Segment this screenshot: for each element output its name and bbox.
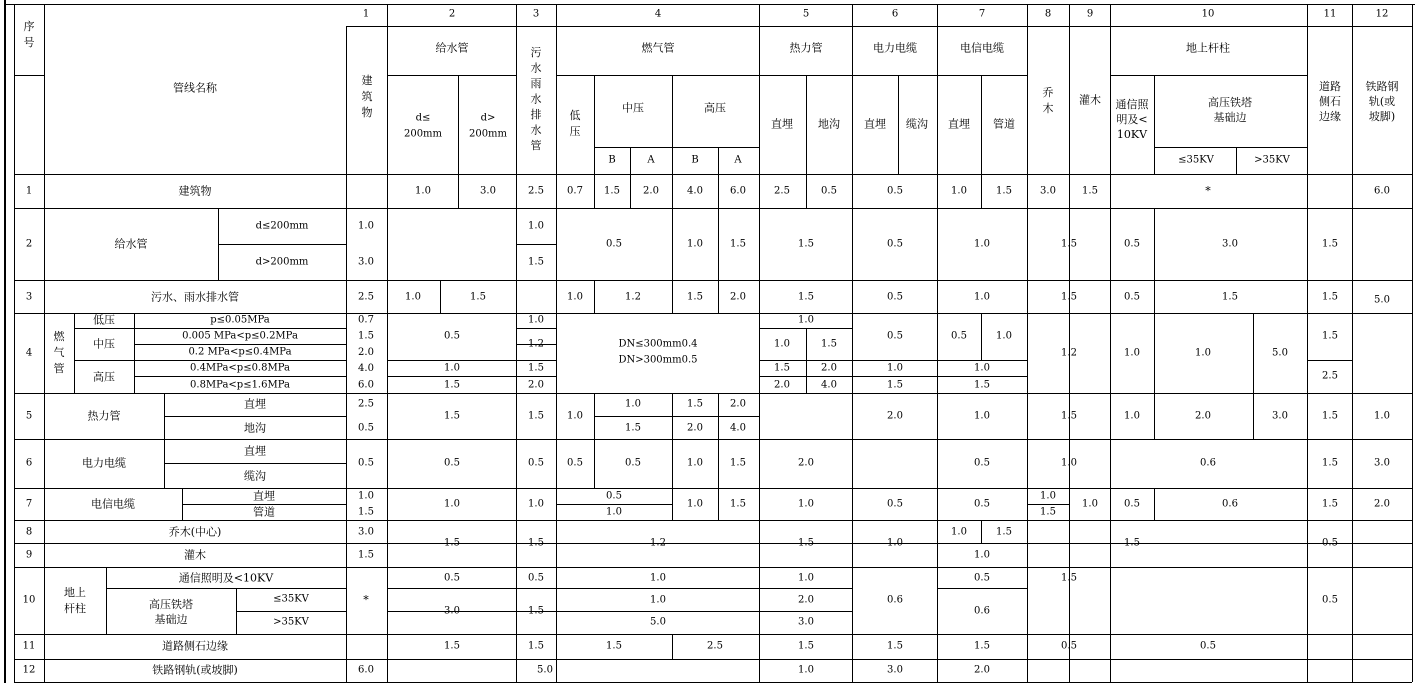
value-cell: 4.0	[358, 363, 374, 375]
value-cell: 1.5	[1061, 291, 1077, 303]
value-cell: 3.0	[444, 605, 460, 617]
value-cell: 1.5	[730, 238, 746, 250]
value-cell: 1.0	[444, 362, 460, 374]
value-cell: 0.5	[606, 238, 622, 250]
value-cell: 1.0	[405, 291, 421, 303]
curb-header: 道路侧石边缘	[1319, 79, 1341, 123]
gas-header: 燃气管	[641, 41, 675, 55]
value-cell: 1.5	[996, 185, 1012, 197]
value-cell: 5.0	[650, 616, 666, 628]
value-cell: 1.5	[1322, 238, 1338, 250]
value-cell: 2.0	[974, 664, 990, 676]
value-cell: 1.5	[730, 498, 746, 510]
value-cell: 1.0	[625, 398, 641, 410]
value-cell: 1.5	[1061, 238, 1077, 250]
row-label-rail: 铁路钢轨(或坡脚)	[152, 663, 238, 677]
column-number: 2	[448, 8, 456, 20]
value-cell: 0.5	[1124, 238, 1140, 250]
gas-low-header: 低压	[569, 108, 581, 138]
row-number: 5	[25, 410, 33, 422]
value-cell: 3.0	[358, 526, 374, 538]
gas-medium-header: 中压	[622, 101, 644, 115]
row-label-pole: 地上杆柱	[64, 585, 86, 615]
value-cell: 1.0	[1040, 490, 1056, 502]
tree-header: 乔木	[1042, 85, 1054, 115]
value-cell: 1.0	[951, 526, 967, 538]
value-cell: 1.5	[1124, 537, 1140, 549]
value-cell: 4.0	[821, 379, 837, 391]
value-cell: 1.5	[470, 291, 486, 303]
value-cell: 1.5	[1061, 410, 1077, 422]
value-cell: 1.5	[1322, 330, 1338, 342]
value-cell: 1.0	[528, 498, 544, 510]
column-number: 11	[1323, 8, 1337, 20]
value-cell: 1.0	[1374, 410, 1390, 422]
value-cell: 2.5	[358, 398, 374, 410]
water-d-le-header: d≤	[415, 112, 431, 124]
row-label-telecom: 电信电缆	[91, 497, 135, 511]
seq-header: 序号	[23, 19, 35, 49]
value-cell: 1.0	[798, 314, 814, 326]
dn-le-cell: DN≤300mm0.4	[618, 338, 698, 350]
row-label-p4: 0.4MPa<p≤0.8MPa	[190, 362, 290, 374]
value-cell: 1.2	[650, 537, 666, 549]
value-cell: 0.5	[606, 490, 622, 502]
row-label-p2: 0.005 MPa<p≤0.2MPa	[182, 330, 298, 342]
value-cell: 1.0	[358, 220, 374, 232]
value-cell: 1.0	[528, 314, 544, 326]
value-cell: 1.5	[625, 422, 641, 434]
row-label-telecom-duct: 管道	[253, 505, 275, 519]
value-cell: 0.5	[821, 185, 837, 197]
gas-medium-b: B	[608, 154, 616, 166]
value-cell: 3.0	[798, 616, 814, 628]
column-number: 5	[802, 8, 810, 20]
value-cell: 0.5	[444, 457, 460, 469]
value-cell: 1.5	[798, 238, 814, 250]
value-cell: 1.0	[687, 498, 703, 510]
value-cell: 1.5	[687, 398, 703, 410]
power-trench-header: 缆沟	[906, 117, 928, 131]
column-number: 10	[1201, 8, 1215, 20]
row-number: 12	[22, 664, 36, 676]
value-cell: 0.5	[528, 457, 544, 469]
row-label-building: 建筑物	[178, 184, 212, 198]
column-number: 1	[362, 8, 370, 20]
gas-medium-a: A	[647, 154, 655, 166]
value-cell: 2.0	[730, 291, 746, 303]
value-cell: 1.0	[974, 238, 990, 250]
building-header: 建筑物	[361, 73, 373, 119]
value-cell: 0.5	[528, 572, 544, 584]
row-label-d-gt-200: d>200mm	[255, 256, 309, 268]
value-cell: 1.2	[625, 291, 641, 303]
telecom-header: 电信电缆	[960, 41, 1004, 55]
telecom-direct-header: 直埋	[948, 117, 970, 131]
value-cell: 0.5	[1200, 640, 1216, 652]
value-cell: 2.0	[821, 362, 837, 374]
value-cell: 0.5	[444, 572, 460, 584]
row-label-heat: 热力管	[87, 409, 121, 423]
value-cell: 2.0	[643, 185, 659, 197]
row-number: 9	[25, 549, 33, 561]
value-cell: 1.0	[996, 330, 1012, 342]
dn-gt-cell: DN>300mm0.5	[618, 354, 698, 366]
value-cell: 0.6	[974, 605, 990, 617]
row-label-lighting: 通信照明及<10KV	[178, 571, 274, 585]
value-cell: 1.5	[798, 640, 814, 652]
star-cell: *	[1205, 184, 1211, 198]
value-cell: 1.0	[687, 238, 703, 250]
value-cell: 1.0	[887, 362, 903, 374]
value-cell: 6.0	[1374, 185, 1390, 197]
value-cell: 3.0	[1040, 185, 1056, 197]
value-cell: 1.5	[974, 640, 990, 652]
value-cell: 1.2	[528, 338, 544, 350]
value-cell: 1.5	[444, 410, 460, 422]
value-cell: 1.5	[444, 640, 460, 652]
value-cell: 1.0	[887, 537, 903, 549]
value-cell: 1.0	[687, 457, 703, 469]
value-cell: 1.0	[974, 549, 990, 561]
row-label-sewage: 污水、雨水排水管	[151, 290, 239, 304]
value-cell: 1.0	[798, 498, 814, 510]
value-cell: 1.0	[415, 185, 431, 197]
value-cell: 1.5	[1322, 498, 1338, 510]
rail-header: 铁路钢轨(或坡脚)	[1365, 79, 1399, 123]
value-cell: 1.5	[887, 379, 903, 391]
value-cell: 1.5	[444, 379, 460, 391]
value-cell: 0.5	[974, 457, 990, 469]
value-cell: 0.5	[1322, 594, 1338, 606]
value-cell: 2.5	[358, 291, 374, 303]
value-cell: 2.0	[798, 594, 814, 606]
value-cell: 1.5	[528, 605, 544, 617]
row-number: 4	[25, 347, 33, 359]
value-cell: 1.2	[1061, 347, 1077, 359]
gt35-header: >35KV	[1254, 154, 1290, 166]
star-cell: *	[363, 593, 369, 607]
value-cell: 0.5	[567, 457, 583, 469]
row-label-gas-low: 低压	[93, 313, 115, 327]
row-label-power-trench: 缆沟	[244, 469, 266, 483]
column-number: 6	[891, 8, 899, 20]
le35-header: ≤35KV	[1178, 154, 1214, 166]
water-d-le-size: 200mm	[403, 128, 443, 140]
value-cell: 0.5	[625, 457, 641, 469]
value-cell: 3.0	[358, 256, 374, 268]
value-cell: 1.5	[798, 537, 814, 549]
value-cell: 1.0	[974, 362, 990, 374]
value-cell: 1.5	[687, 291, 703, 303]
value-cell: 1.5	[974, 379, 990, 391]
value-cell: 3.0	[1374, 457, 1390, 469]
value-cell: 2.0	[887, 410, 903, 422]
value-cell: 6.0	[358, 664, 374, 676]
value-cell: 1.5	[774, 362, 790, 374]
row-number: 6	[25, 457, 33, 469]
water-d-gt-size: 200mm	[468, 128, 508, 140]
value-cell: 0.5	[444, 330, 460, 342]
value-cell: 1.0	[1061, 457, 1077, 469]
row-label-tree: 乔木(中心)	[168, 525, 222, 539]
sewage-header: 污水雨水排水管	[530, 45, 542, 152]
power-header: 电力电缆	[873, 41, 917, 55]
value-cell: 1.5	[528, 256, 544, 268]
value-cell: 1.0	[606, 506, 622, 518]
value-cell: 1.0	[650, 594, 666, 606]
row-number: 8	[25, 526, 33, 538]
value-cell: 1.5	[1082, 185, 1098, 197]
row-label-power: 电力电缆	[82, 456, 126, 470]
value-cell: 3.0	[1222, 238, 1238, 250]
value-cell: 0.7	[567, 185, 583, 197]
value-cell: 1.5	[1061, 572, 1077, 584]
telecom-duct-header: 管道	[993, 117, 1015, 131]
row-label-d-le-200: d≤200mm	[255, 220, 309, 232]
row-label-shrub: 灌木	[184, 548, 206, 562]
value-cell: 0.6	[1200, 457, 1216, 469]
value-cell: 0.5	[887, 185, 903, 197]
column-number: 9	[1086, 8, 1094, 20]
value-cell: 1.5	[358, 506, 374, 518]
pipeline-name-header: 管线名称	[173, 81, 217, 95]
value-cell: 0.5	[887, 498, 903, 510]
value-cell: 1.0	[567, 291, 583, 303]
row-label-gas-medium: 中压	[93, 337, 115, 351]
value-cell: 1.0	[1195, 347, 1211, 359]
value-cell: 1.5	[821, 338, 837, 350]
value-cell: 1.5	[528, 410, 544, 422]
row-label-curb: 道路侧石边缘	[162, 639, 228, 653]
value-cell: 1.5	[358, 549, 374, 561]
lighting-header: 通信照明及< 10KV	[1115, 97, 1149, 141]
value-cell: 1.0	[528, 220, 544, 232]
gas-high-header: 高压	[704, 101, 726, 115]
column-number: 4	[654, 8, 662, 20]
value-cell: 0.5	[974, 572, 990, 584]
hv-tower-header: 高压铁塔基础边	[1208, 95, 1252, 124]
value-cell: 0.5	[887, 238, 903, 250]
value-cell: 2.0	[798, 457, 814, 469]
value-cell: 1.0	[974, 410, 990, 422]
value-cell: 0.5	[1322, 537, 1338, 549]
value-cell: 2.0	[1195, 410, 1211, 422]
value-cell: 1.5	[1222, 291, 1238, 303]
row-label-power-direct: 直埋	[244, 444, 266, 458]
value-cell: 2.0	[358, 346, 374, 358]
value-cell: 0.5	[1061, 640, 1077, 652]
row-number: 3	[25, 291, 33, 303]
value-cell: 2.5	[528, 185, 544, 197]
value-cell: 1.5	[798, 291, 814, 303]
heat-header: 热力管	[789, 41, 823, 55]
value-cell: 1.5	[528, 537, 544, 549]
value-cell: 3.0	[887, 664, 903, 676]
value-cell: 1.5	[1040, 506, 1056, 518]
row-number: 1	[25, 185, 33, 197]
value-cell: 6.0	[358, 379, 374, 391]
value-cell: 1.5	[604, 185, 620, 197]
value-cell: 3.0	[480, 185, 496, 197]
value-cell: 6.0	[730, 185, 746, 197]
value-cell: 1.5	[996, 526, 1012, 538]
row-number: 11	[22, 640, 36, 652]
column-number: 8	[1044, 8, 1052, 20]
value-cell: 5.0	[1374, 294, 1390, 306]
value-cell: 1.0	[1082, 498, 1098, 510]
value-cell: 2.5	[707, 640, 723, 652]
value-cell: 2.0	[1374, 498, 1390, 510]
value-cell: 0.5	[358, 422, 374, 434]
value-cell: 1.5	[606, 640, 622, 652]
value-cell: 1.0	[798, 572, 814, 584]
heat-direct-header: 直埋	[771, 117, 793, 131]
value-cell: 0.5	[1124, 498, 1140, 510]
row-label-p5: 0.8MPa<p≤1.6MPa	[190, 379, 290, 391]
row-label-p1: p≤0.05MPa	[210, 314, 270, 326]
value-cell: 3.0	[1272, 410, 1288, 422]
value-cell: 1.5	[358, 330, 374, 342]
value-cell: 5.0	[1272, 347, 1288, 359]
pole-header: 地上杆柱	[1186, 41, 1230, 55]
row-number: 2	[25, 238, 33, 250]
value-cell: 0.6	[887, 594, 903, 606]
value-cell: 2.5	[774, 185, 790, 197]
row-label-gt35: >35KV	[273, 616, 309, 628]
water-d-gt-header: d>	[480, 112, 496, 124]
row-label-gas: 燃气管	[53, 329, 65, 375]
value-cell: 0.5	[358, 457, 374, 469]
value-cell: 1.5	[730, 457, 746, 469]
value-cell: 4.0	[730, 422, 746, 434]
value-cell: 1.0	[774, 338, 790, 350]
value-cell: 2.0	[687, 422, 703, 434]
value-cell: 1.5	[444, 537, 460, 549]
column-number: 12	[1375, 8, 1389, 20]
value-cell: 1.0	[567, 410, 583, 422]
row-number: 10	[22, 594, 36, 606]
value-cell: 2.0	[774, 379, 790, 391]
row-label-heat-trench: 地沟	[244, 421, 266, 435]
row-label-le35: ≤35KV	[273, 593, 309, 605]
gas-high-b: B	[691, 154, 699, 166]
value-cell: 1.0	[974, 291, 990, 303]
value-cell: 0.6	[1222, 498, 1238, 510]
row-label-p3: 0.2 MPa<p≤0.4MPa	[188, 346, 292, 358]
value-cell: 2.0	[528, 379, 544, 391]
row-label-telecom-direct: 直埋	[253, 489, 275, 503]
value-cell: 1.5	[528, 640, 544, 652]
column-number: 3	[532, 8, 540, 20]
row-label-gas-high: 高压	[93, 370, 115, 384]
value-cell: 1.5	[1322, 410, 1338, 422]
value-cell: 5.0	[537, 664, 553, 676]
value-cell: 1.0	[798, 664, 814, 676]
water-header: 给水管	[435, 41, 469, 55]
value-cell: 1.0	[951, 185, 967, 197]
row-label-hv-tower: 高压铁塔基础边	[149, 597, 193, 626]
value-cell: 1.0	[358, 490, 374, 502]
value-cell: 1.5	[887, 640, 903, 652]
value-cell: 0.5	[974, 498, 990, 510]
power-direct-header: 直埋	[864, 117, 886, 131]
gas-high-a: A	[734, 154, 742, 166]
value-cell: 0.7	[358, 314, 374, 326]
value-cell: 1.5	[528, 362, 544, 374]
value-cell: 4.0	[687, 185, 703, 197]
heat-trench-header: 地沟	[818, 117, 840, 131]
value-cell: 1.5	[1322, 457, 1338, 469]
shrub-header: 灌木	[1079, 93, 1101, 107]
value-cell: 0.5	[1124, 291, 1140, 303]
value-cell: 1.5	[1322, 291, 1338, 303]
value-cell: 1.0	[444, 498, 460, 510]
value-cell: 1.0	[1124, 410, 1140, 422]
value-cell: 1.0	[650, 572, 666, 584]
column-number: 7	[978, 8, 986, 20]
value-cell: 0.5	[951, 330, 967, 342]
row-label-water: 给水管	[114, 237, 148, 251]
value-cell: 2.5	[1322, 370, 1338, 382]
row-label-heat-direct: 直埋	[244, 397, 266, 411]
value-cell: 0.5	[887, 330, 903, 342]
value-cell: 0.5	[887, 291, 903, 303]
value-cell: 1.0	[1124, 347, 1140, 359]
value-cell: 2.0	[730, 398, 746, 410]
row-number: 7	[25, 498, 33, 510]
